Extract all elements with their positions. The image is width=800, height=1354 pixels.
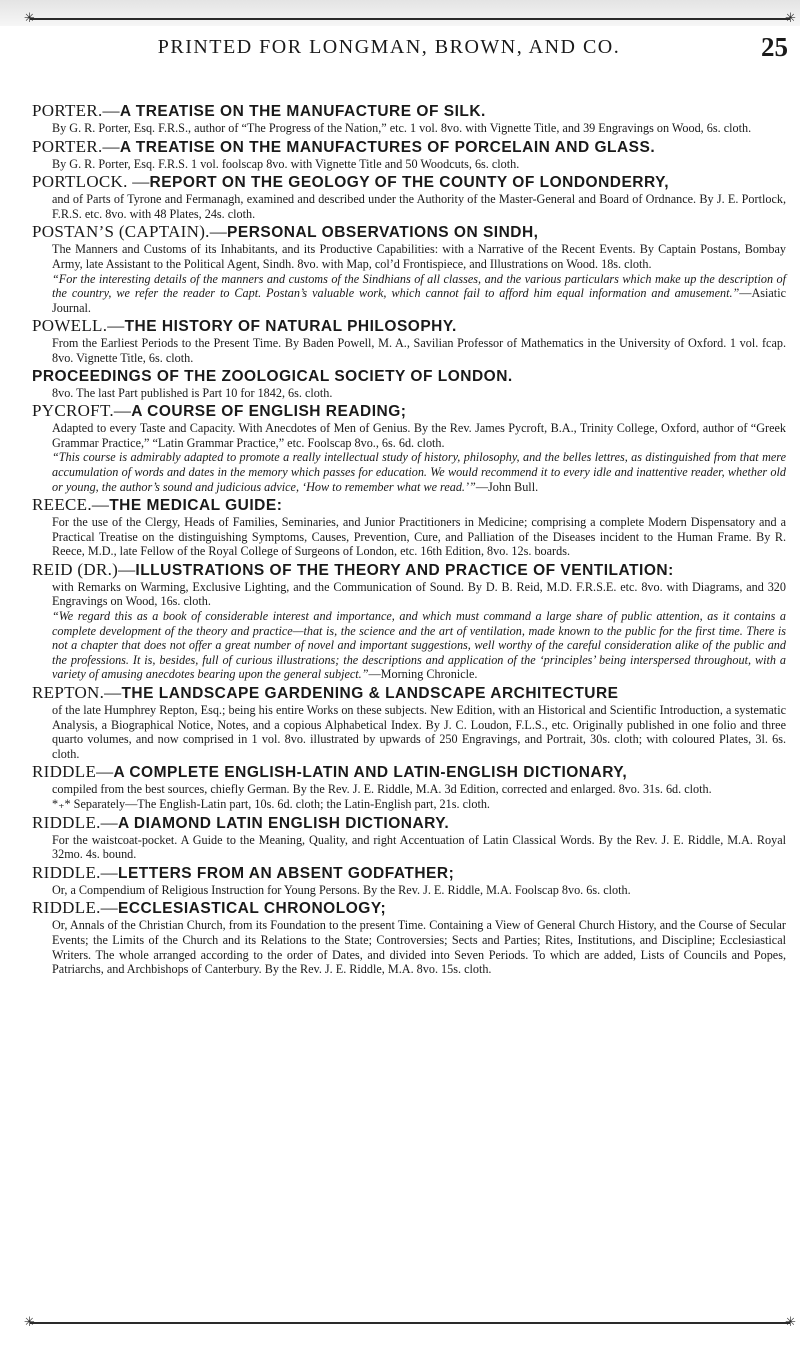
entry-heading — [32, 864, 786, 883]
entry-heading — [32, 814, 786, 833]
entry-title: LETTERS FROM AN ABSENT GODFATHER; — [117, 864, 455, 882]
entry-heading — [32, 102, 786, 121]
entry-title: PERSONAL OBSERVATIONS ON SINDH, — [227, 224, 539, 242]
running-head: PRINTED FOR LONGMAN, BROWN, AND CO. — [157, 36, 621, 58]
entry-description: For the use of the Clergy, Heads of Families, Seminaries, and Junior Practitioners in Medicine; comprising a complete Modern Dispensatory and a Practical Treatise on the distinguishing Symptoms, Causes, Prevention, Cure, and Palliation of the Diseases incident to the Human Frame. By R. Reece, M.D., late Fellow of the Royal College of Surgeons of London, etc. 16th Edition, 8vo. 12s. boards. — [52, 515, 786, 559]
entry-title: A COURSE OF ENGLISH READING; — [131, 403, 407, 421]
entry-review — [52, 609, 786, 682]
entry-title: A TREATISE ON THE MANUFACTURES OF PORCELAIN AND GLASS. — [119, 138, 656, 156]
entry-title: REPORT ON THE GEOLOGY OF THE COUNTY OF LONDONDERRY, — [149, 174, 670, 192]
entry-description: Or, a Compendium of Religious Instruction for Young Persons. By the Rev. J. E. Riddle, M.A. Foolscap 8vo. 6s. cloth. — [52, 882, 631, 897]
entry-heading — [32, 402, 786, 421]
entry-description: compiled from the best sources, chiefly German. By the Rev. J. E. Riddle, M.A. 3d Edition, corrected and enlarged. 8vo. 31s. 6d. cloth. — [52, 782, 712, 797]
entry-heading — [32, 173, 786, 192]
entry-heading — [32, 496, 786, 515]
entry-author: RIDDLE— — [32, 762, 114, 782]
entry-title: ECCLESIASTICAL CHRONOLOGY; — [117, 900, 387, 918]
page-header — [30, 32, 790, 66]
list-item — [32, 138, 786, 172]
entry-description: with Remarks on Warming, Exclusive Lighting, and the Communication of Sound. By D. B. Reid, M.D. F.R.S.E. etc. 8vo. with Diagrams, and 320 Engravings on Wood, 16s. cloth. — [52, 579, 786, 609]
entry-review — [52, 450, 786, 494]
entry-heading — [32, 317, 786, 336]
list-item — [32, 561, 786, 682]
entry-author: REECE.— — [32, 495, 110, 515]
entry-description: From the Earliest Periods to the Present Time. By Baden Powell, M. A., Savilian Professor of Mathematics in the University of Oxford. 1 vol. fcap. 8vo. Vignette Title, 6s. cloth. — [52, 336, 786, 365]
list-item — [32, 317, 786, 365]
entry-heading — [32, 899, 786, 918]
entry-title: THE LANDSCAPE GARDENING & LANDSCAPE ARCHITECTURE — [121, 685, 619, 703]
list-item — [32, 102, 786, 136]
entry-description: 8vo. The last Part published is Part 10 for 1842, 6s. cloth. — [52, 385, 333, 400]
entry-author: RIDDLE.— — [32, 898, 118, 918]
entry-author: PORTER.— — [32, 136, 120, 156]
entry-description: Adapted to every Taste and Capacity. With Anecdotes of Men of Genius. By the Rev. James Pycroft, B.A., Trinity College, Oxford, author of “Greek Grammar Practice,” “Latin Grammar Practice,” etc. Foolscap 8vo., 6s. 6d. cloth. — [52, 421, 786, 450]
entry-author: POSTAN’S (CAPTAIN).— — [32, 222, 228, 242]
top-rule — [30, 18, 790, 20]
review-source: —Morning Chronicle. — [368, 667, 478, 682]
entry-author: RIDDLE.— — [32, 812, 118, 832]
entry-description: The Manners and Customs of its Inhabitants, and its Productive Capabilities: with a Narrative of the Recent Events. By Captain Postans, Bombay Army, late Assistant to the Political Agent, Sindh. 8vo. with Map, col’d Frontispiece, and Illustrations on Wood. 18s. cloth. — [52, 242, 786, 271]
entry-description: of the late Humphrey Repton, Esq.; being his entire Works on these subjects. New Edition, with an Historical and Scientific Introduction, a systematic Analysis, a Biographical Notice, Notes, and a copious Alphabetical Index. By J. C. Loudon, F.L.S., etc. Originally published in one folio and three quarto volumes, and now comprised in 1 vol. 8vo. illustrated by upwards of 250 Engravings, and Portrait, 30s. cloth; with coloured Plates, 3l. 6s. cloth. — [52, 703, 786, 761]
list-item — [32, 173, 786, 221]
entry-title: ILLUSTRATIONS OF THE THEORY AND PRACTICE OF VENTILATION: — [135, 561, 674, 579]
list-item — [32, 763, 786, 811]
entry-note: *₊* Separately—The English-Latin part, 10s. 6d. cloth; the Latin-English part, 21s. cloth. — [52, 797, 490, 811]
entry-description: and of Parts of Tyrone and Fermanagh, examined and described under the Authority of the Master-General and Board of Ordnance. By J. E. Portlock, F.R.S. etc. 8vo. with 48 Plates, 24s. cloth. — [52, 192, 786, 221]
entry-title: A DIAMOND LATIN ENGLISH DICTIONARY. — [117, 814, 450, 832]
entry-author: REPTON.— — [32, 683, 122, 703]
review-quote: “This course is admirably adapted to promote a really intellectual study of history, philosophy, and the belles lettres, as distinguished from that mere accumulation of words and dates in the memory which passes for education. We would recommend it to every idle and inattentive reader, whether old or young, the author’s sound and judicious advice, ‘How to remember what we read.’” — [52, 450, 786, 494]
entry-description: For the waistcoat-pocket. A Guide to the Meaning, Quality, and right Accentuation of Latin Classical Words. By the Rev. J. E. Riddle, M.A. Royal 32mo. 4s. bound. — [52, 832, 786, 862]
entry-heading — [32, 138, 786, 157]
ornament-star-icon: ✳ — [24, 1315, 35, 1330]
ornament-star-icon: ✳ — [785, 1315, 796, 1330]
ornament-star-icon: ✳ — [785, 11, 796, 26]
list-item — [32, 368, 786, 401]
review-quote: “We regard this as a book of considerable interest and importance, and which must command a large share of public attention, as it contains a complete development of the theory and practice—that is, the science and the art of ventilation, made known to the public for the first time. There is not a chapter that does not offer a great number of novel and important suggestions, well worthy of the careful consideration alike of the public and the professions. It is, besides, full of curious illustrations; the descriptions and application of the ‘principles’ being interspersed throughout, with a variety of amusing anecdotes bearing upon the general subject.” — [52, 609, 786, 682]
entry-author: RIDDLE.— — [32, 862, 118, 882]
entry-title: THE MEDICAL GUIDE: — [109, 497, 283, 515]
entry-author: PYCROFT.— — [32, 401, 132, 421]
list-item — [32, 402, 786, 494]
entry-author: REID (DR.)— — [32, 559, 136, 579]
list-item — [32, 496, 786, 559]
entry-title: PROCEEDINGS OF THE ZOOLOGICAL SOCIETY OF LONDON. — [32, 367, 513, 385]
list-item — [32, 814, 786, 862]
review-quote: “For the interesting details of the manners and customs of the Sindhians of all classes, and the various particulars which make up the description of the country, we refer the reader to Capt. Postan’s valuable work, which cannot fail to afford him equal information and amusement.” — [52, 271, 786, 301]
book-page — [24, 11, 796, 1336]
review-source: —John Bull. — [475, 479, 539, 494]
entry-title: A COMPLETE ENGLISH-LATIN AND LATIN-ENGLISH DICTIONARY, — [113, 764, 628, 782]
entry-author: POWELL.— — [32, 316, 125, 336]
catalogue-listing — [32, 102, 786, 979]
bottom-rule — [30, 1322, 790, 1324]
entry-heading — [32, 684, 786, 703]
page-number: 25 — [761, 32, 788, 62]
entry-heading — [32, 368, 786, 386]
review-source: —Asiatic Journal. — [52, 286, 786, 315]
entry-heading — [32, 223, 786, 242]
entry-description: By G. R. Porter, Esq. F.R.S. 1 vol. foolscap 8vo. with Vignette Title and 50 Woodcuts, 6s. cloth. — [52, 156, 520, 171]
entry-description: Or, Annals of the Christian Church, from its Foundation to the present Time. Containing a View of General Church History, and the Course of Secular Events; the Limits of the Church and its Relations to the State; Controversies; Sects and Parties; Rites, Institutions, and Discipline; Ecclesiastical Writers. The whole arranged according to the order of Dates, and divided into Seven Periods. To which are added, Lists of Councils and Popes, Patriarchs, and Archbishops of Canterbury. By the Rev. J. E. Riddle, M.A. 8vo. 15s. cloth. — [52, 918, 786, 977]
list-item — [32, 223, 786, 315]
entry-title: A TREATISE ON THE MANUFACTURE OF SILK. — [119, 103, 486, 120]
entry-review — [52, 272, 786, 316]
entry-heading — [32, 561, 786, 580]
entry-author: PORTLOCK. — — [32, 172, 150, 192]
list-item — [32, 864, 786, 898]
entry-heading — [32, 763, 786, 782]
entry-title: THE HISTORY OF NATURAL PHILOSOPHY. — [124, 318, 457, 336]
entry-description: By G. R. Porter, Esq. F.R.S., author of “The Progress of the Nation,” etc. 1 vol. 8vo. with Vignette Title, and 39 Engravings on Wood, 6s. cloth. — [52, 121, 752, 135]
entry-author: PORTER.— — [32, 101, 120, 120]
ornament-star-icon: ✳ — [24, 11, 35, 26]
list-item — [32, 684, 786, 761]
list-item — [32, 899, 786, 976]
